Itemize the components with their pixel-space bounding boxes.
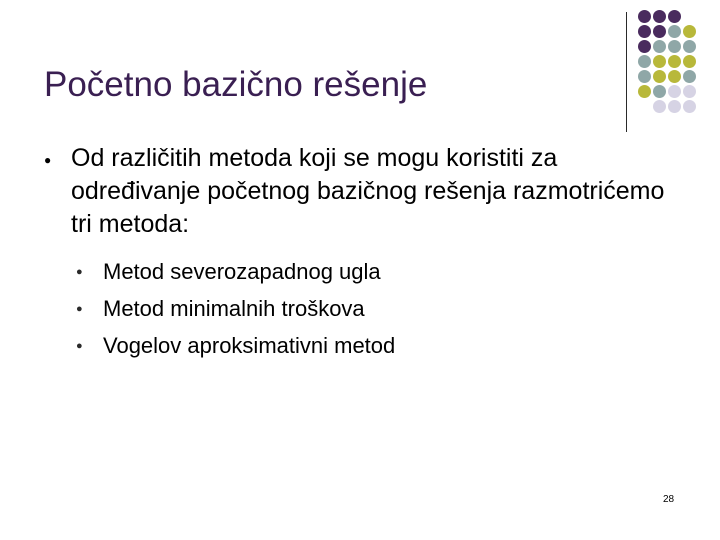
main-bullet-text: Od različitih metoda koji se mogu koristiti za određivanje početnog bazičnog rešenja razmotrićemo tri metoda:	[71, 144, 665, 238]
decorative-dot	[638, 85, 651, 98]
decorative-dot	[668, 70, 681, 83]
sub-bullet-list	[44, 253, 684, 364]
bullet-dot-icon: ●	[76, 340, 83, 352]
sub-bullet-text: Metod severozapadnog ugla	[103, 259, 381, 284]
decorative-dot	[683, 40, 696, 53]
sub-bullet-text: Metod minimalnih troškova	[103, 296, 365, 321]
decorative-dot	[668, 10, 681, 23]
bullet-dot-icon: ●	[44, 153, 52, 167]
sub-bullet-text: Vogelov aproksimativni metod	[103, 333, 396, 358]
decorative-dot	[668, 40, 681, 53]
decorative-divider-line	[626, 12, 627, 132]
bullet-dot-icon: ●	[76, 266, 83, 278]
decorative-dot	[683, 100, 696, 113]
decorative-dot	[668, 100, 681, 113]
decorative-dot	[638, 70, 651, 83]
decorative-dot	[638, 25, 651, 38]
sub-bullet-item	[76, 290, 684, 327]
slide-body	[44, 142, 684, 364]
decorative-dot-grid	[638, 10, 718, 120]
decorative-dot	[653, 10, 666, 23]
decorative-dot	[668, 55, 681, 68]
decorative-dot	[653, 100, 666, 113]
decorative-dot	[653, 85, 666, 98]
sub-bullet-item	[76, 327, 684, 364]
sub-bullet-item	[76, 253, 684, 290]
decorative-dot	[653, 40, 666, 53]
decorative-dot	[638, 10, 651, 23]
slide-number: 28	[663, 494, 675, 505]
decorative-dot	[653, 55, 666, 68]
slide-title: Početno bazično rešenje	[44, 65, 428, 104]
decorative-dot	[683, 70, 696, 83]
main-bullet-item	[44, 142, 684, 241]
bullet-dot-icon: ●	[76, 303, 83, 315]
decorative-dot	[653, 25, 666, 38]
decorative-dot	[683, 55, 696, 68]
decorative-dot	[638, 40, 651, 53]
decorative-dot	[683, 25, 696, 38]
decorative-dot	[638, 55, 651, 68]
decorative-dot	[668, 25, 681, 38]
decorative-dot	[683, 85, 696, 98]
decorative-dot	[668, 85, 681, 98]
decorative-dot	[653, 70, 666, 83]
